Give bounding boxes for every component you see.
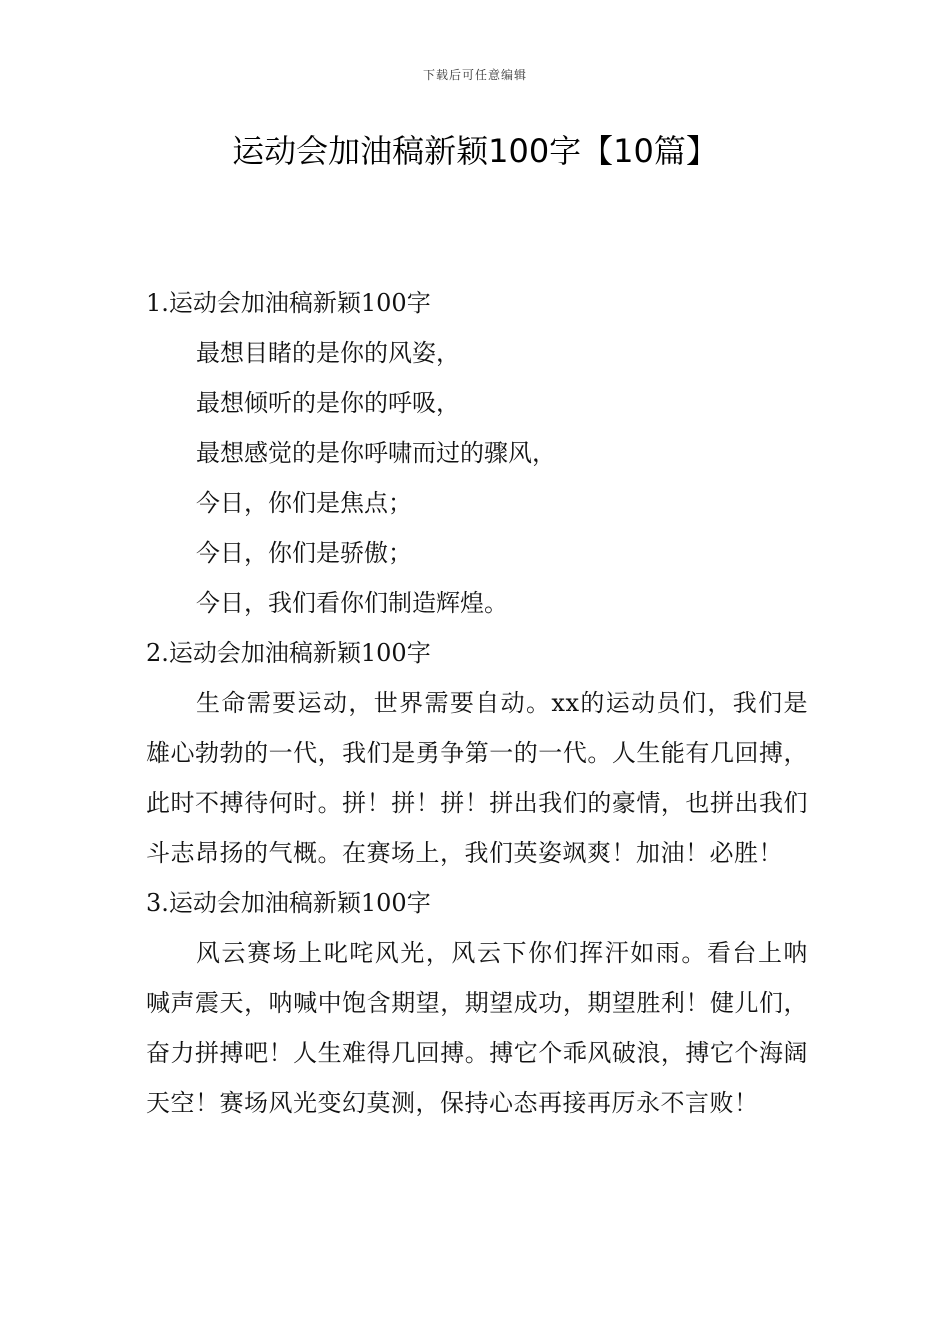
poem-line: 今日，你们是骄傲；	[196, 539, 412, 567]
poem-line: 最想倾听的是你的呼吸，	[196, 389, 460, 417]
poem-line: 最想目睹的是你的风姿，	[196, 339, 460, 367]
section-paragraph: 生命需要运动，世界需要自动。xx的运动员们，我们是雄心勃勃的一代，我们是勇争第一的一代。人生能有几回搏，此时不搏待何时。拼！拼！拼！拼出我们的豪情，也拼出我们斗志昂扬的气概。在赛场上，我们英姿飒爽！加油！必胜！	[146, 689, 808, 867]
section-2	[146, 628, 808, 878]
section-paragraph: 风云赛场上叱咤风光，风云下你们挥汗如雨。看台上呐喊声震天，呐喊中饱含期望，期望成功，期望胜利！健儿们，奋力拼搏吧！人生难得几回搏。搏它个乖风破浪，搏它个海阔天空！赛场风光变幻莫测，保持心态再接再厉永不言败！	[146, 939, 808, 1117]
section-3	[146, 878, 808, 1128]
poem-line: 最想感觉的是你呼啸而过的骤风，	[196, 439, 556, 467]
document-title: 运动会加油稿新颖100字【10篇】	[232, 132, 718, 170]
section-heading: 1.运动会加油稿新颖100字	[146, 289, 431, 317]
section-heading: 2.运动会加油稿新颖100字	[146, 639, 431, 667]
poem-line: 今日，你们是焦点；	[196, 489, 412, 517]
poem-line: 今日，我们看你们制造辉煌。	[196, 589, 508, 617]
section-1	[146, 278, 808, 628]
document-body	[146, 278, 808, 1128]
header-note: 下载后可任意编辑	[422, 68, 527, 82]
section-heading: 3.运动会加油稿新颖100字	[146, 889, 431, 917]
